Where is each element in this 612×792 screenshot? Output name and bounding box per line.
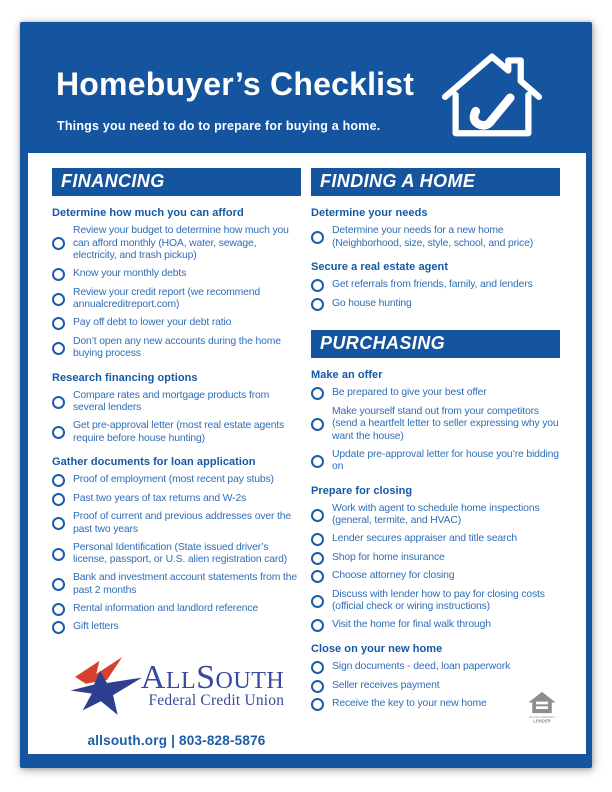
checkbox-circle-icon[interactable] [52,426,65,439]
item-label: Visit the home for final walk through [332,619,491,631]
checkbox-circle-icon[interactable] [311,698,324,711]
checklist-item [52,420,301,445]
group-heading: Determine how much you can afford [52,207,244,219]
contact-line: allsouth.org | 803-828-5876 [87,732,266,748]
checklist-item [52,603,301,616]
checklist-item [52,287,301,312]
item-label: Know your monthly debts [73,268,187,280]
checkbox-circle-icon[interactable] [311,509,324,522]
checklist-item [52,474,301,487]
allsouth-star-icon [69,654,145,723]
checklist-section [52,168,301,640]
checkbox-circle-icon[interactable] [52,293,65,306]
checklist-item [311,449,560,474]
checklist-group [311,261,560,311]
checkbox-circle-icon[interactable] [52,268,65,281]
checklist-group [311,369,560,474]
item-label: Rental information and landlord reference [73,602,259,614]
checkbox-circle-icon[interactable] [311,552,324,565]
checklist-item [311,552,560,565]
checkbox-circle-icon[interactable] [52,317,65,330]
item-label: Get pre-approval letter (most real estate agents require before house hunting) [73,420,285,444]
checklist-group [52,372,301,446]
checkbox-circle-icon[interactable] [52,621,65,634]
logo-text [140,658,285,710]
checklist-item [52,542,301,567]
item-label: Determine your needs for a new home (Neighborhood, size, style, school, and price) [332,225,534,249]
checklist-item [311,680,560,693]
checklist-item [52,511,301,536]
checkbox-circle-icon[interactable] [311,279,324,292]
checklist-item [52,572,301,597]
content-panel [28,153,586,754]
checkbox-circle-icon[interactable] [311,298,324,311]
checklist-item [52,268,301,281]
checklist-item [52,336,301,361]
item-label: Lender secures appraiser and title search [332,533,518,545]
item-label: Sign documents - deed, loan paperwork [332,661,511,673]
checklist-item [52,317,301,330]
item-label: Seller receives payment [332,679,440,691]
checklist-item [311,279,560,292]
section-banner: FINANCING [52,168,301,196]
page-title: Homebuyer’s Checklist [56,66,415,102]
checkbox-circle-icon[interactable] [52,603,65,616]
item-label: Past two years of tax returns and W-2s [73,492,247,504]
group-heading: Secure a real estate agent [311,261,449,273]
logo-name: AllSouth [140,658,285,696]
checklist-item [311,570,560,583]
group-heading: Prepare for closing [311,484,413,497]
checkbox-circle-icon[interactable] [52,548,65,561]
group-heading: Make an offer [311,369,383,381]
section-banner: PURCHASING [311,330,560,358]
checklist-item [52,390,301,415]
section-banner: FINDING A HOME [311,168,560,196]
equal-housing-text-line1: EQUAL HOUSING [529,714,555,719]
item-label: Receive the key to your new home [332,698,487,710]
equal-housing-lender-icon [526,691,558,730]
checklist-item [311,698,560,711]
checkbox-circle-icon[interactable] [52,237,65,250]
page-subtitle: Things you need to do to prepare for buying a home. [57,119,381,133]
item-label: Work with agent to schedule home inspections (general, termite, and HVAC) [332,502,540,526]
group-heading: Gather documents for loan application [52,456,256,468]
checklist-item [311,503,560,528]
checklist-item [52,621,301,634]
checklist-group [52,456,301,634]
checkbox-circle-icon[interactable] [311,533,324,546]
item-label: Personal Identification (State issued driver’s license, passport, or U.S. alien registration card) [73,541,288,565]
item-label: Be prepared to give your best offer [332,387,487,399]
checklist-group [52,207,301,361]
checkbox-circle-icon[interactable] [52,342,65,355]
item-label: Compare rates and mortgage products from several lenders [73,389,270,413]
item-label: Make yourself stand out from your competitors (send a heartfelt letter to seller expressing why you want the house) [332,405,559,442]
checklist-item [311,661,560,674]
checkbox-circle-icon[interactable] [52,396,65,409]
item-label: Pay off debt to lower your debt ratio [73,317,232,329]
logo-tagline: Federal Credit Union [148,691,285,709]
item-label: Go house hunting [332,297,412,309]
checklist-item [311,406,560,444]
checklist-item [311,387,560,400]
column-left [52,168,301,754]
item-label: Choose attorney for closing [332,570,455,582]
checklist-item [52,225,301,263]
group-heading: Determine your needs [311,207,428,219]
item-label: Review your budget to determine how much you can afford monthly (HOA, water, sewage, electricity, and trash pickup) [73,225,289,261]
item-label: Gift letters [73,621,119,633]
equal-housing-text-line2: LENDER [533,718,551,724]
item-label: Don’t open any new accounts during the home buying process [73,335,281,359]
checkbox-circle-icon[interactable] [311,231,324,244]
item-label: Shop for home insurance [332,551,445,563]
checkbox-circle-icon[interactable] [311,680,324,693]
checkbox-circle-icon[interactable] [311,387,324,400]
item-label: Discuss with lender how to pay for closing costs (official check or wiring instructions) [332,588,545,612]
house-with-checkmark-icon [439,48,545,143]
checklist-group [311,485,560,633]
checkbox-circle-icon[interactable] [311,619,324,632]
checkbox-circle-icon[interactable] [311,595,324,608]
item-label: Bank and investment account statements from the past 2 months [73,572,297,596]
allsouth-logo [69,652,284,721]
item-label: Update pre-approval letter for house you’re bidding on [332,448,559,472]
checkbox-circle-icon[interactable] [52,493,65,506]
checkbox-circle-icon[interactable] [311,570,324,583]
item-label: Proof of current and previous addresses over the past two years [73,511,292,535]
checklist-item [311,298,560,311]
checklist-group [311,643,560,711]
item-label: Get referrals from friends, family, and lenders [332,279,533,291]
checklist-section [311,330,560,717]
checklist-item [311,619,560,632]
checkbox-circle-icon[interactable] [311,418,324,431]
group-heading: Research financing options [52,371,198,384]
item-label: Proof of employment (most recent pay stubs) [73,474,274,486]
item-label: Review your credit report (we recommend annualcreditreport.com) [73,286,261,310]
checklist-section [311,168,560,316]
checklist-item [311,589,560,614]
header [20,22,592,153]
checklist-group [311,207,560,250]
checklist-item [311,225,560,250]
checkbox-circle-icon[interactable] [311,661,324,674]
flyer-card [20,22,592,768]
checklist-item [52,493,301,506]
checkbox-circle-icon[interactable] [52,474,65,487]
checkbox-circle-icon[interactable] [52,517,65,530]
checklist-item [311,533,560,546]
checkbox-circle-icon[interactable] [311,455,324,468]
group-heading: Close on your new home [311,643,443,655]
column-right [311,168,560,754]
footer [52,652,301,748]
checkbox-circle-icon[interactable] [52,578,65,591]
